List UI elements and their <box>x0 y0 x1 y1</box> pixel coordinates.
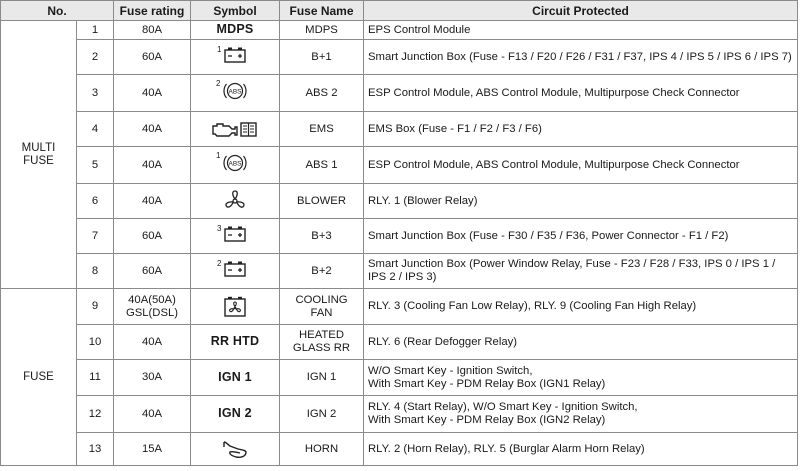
symbol-abs <box>191 147 280 184</box>
fuse-number: 6 <box>77 184 114 219</box>
symbol-superscript: 1 <box>216 151 221 160</box>
table-row <box>1 254 798 289</box>
group-label-line2: FUSE <box>23 154 54 167</box>
fuse-rating: 60A <box>114 219 191 254</box>
table-row <box>1 75 798 112</box>
symbol-text: IGN 2 <box>218 406 252 420</box>
table-row <box>1 147 798 184</box>
circuit-protected: Smart Junction Box (Power Window Relay, Fuse - F23 / F28 / F33, IPS 0 / IPS 1 / IPS 2 / IPS 3) <box>364 254 798 289</box>
header-fuse-name: Fuse Name <box>280 1 364 21</box>
fuse-name-line1: COOLING <box>295 293 348 306</box>
fuse-number: 5 <box>77 147 114 184</box>
table-row <box>1 184 798 219</box>
horn-icon <box>220 438 250 460</box>
symbol-mdps <box>191 21 280 40</box>
symbol-battery <box>191 219 280 254</box>
table-row <box>1 40 798 75</box>
fuse-name: IGN 1 <box>280 360 364 396</box>
fuse-rating-line1: 40A(50A) <box>128 293 176 306</box>
fuse-name-line2: GLASS RR <box>292 342 351 354</box>
fuse-name-line1: HEATED <box>299 329 344 341</box>
circuit-protected: EMS Box (Fuse - F1 / F2 / F3 / F6) <box>364 112 798 147</box>
fuse-rating: 40A <box>114 75 191 112</box>
fuse-number: 7 <box>77 219 114 254</box>
circuit-line2: With Smart Key - PDM Relay Box (IGN1 Relay) <box>368 377 606 390</box>
symbol-ems <box>191 112 280 147</box>
symbol-ign2 <box>191 396 280 433</box>
fuse-number: 2 <box>77 40 114 75</box>
circuit-line2: With Smart Key - PDM Relay Box (IGN2 Relay) <box>368 414 606 426</box>
table-row <box>1 289 798 325</box>
symbol-abs <box>191 75 280 112</box>
fuse-name: EMS <box>280 112 364 147</box>
svg-text:ABS: ABS <box>228 88 242 96</box>
header-fuse-rating: Fuse rating <box>114 1 191 21</box>
symbol-battery <box>191 254 280 289</box>
fuse-rating <box>114 289 191 325</box>
symbol-text: IGN 1 <box>218 369 252 384</box>
header-circuit-protected: Circuit Protected <box>364 1 798 21</box>
fuse-number: 10 <box>77 325 114 360</box>
circuit-protected: ESP Control Module, ABS Control Module, Multipurpose Check Connector <box>364 147 798 184</box>
circuit-protected: EPS Control Module <box>364 21 798 40</box>
circuit-protected: RLY. 6 (Rear Defogger Relay) <box>364 325 798 360</box>
symbol-superscript: 2 <box>217 259 222 268</box>
symbol-ign1 <box>191 360 280 396</box>
fuse-rating: 40A <box>114 184 191 219</box>
fuse-name: B+2 <box>280 254 364 289</box>
fuse-number: 12 <box>77 396 114 433</box>
fuse-name: ABS 1 <box>280 147 364 184</box>
battery-icon <box>217 259 247 278</box>
table-row <box>1 219 798 254</box>
fuse-number: 4 <box>77 112 114 147</box>
table-row <box>1 112 798 147</box>
svg-text:ABS: ABS <box>228 160 242 168</box>
circuit-protected: Smart Junction Box (Fuse - F13 / F20 / F26 / F31 / F37, IPS 4 / IPS 5 / IPS 6 / IPS 7) <box>364 40 798 75</box>
symbol-blower <box>191 184 280 219</box>
symbol-superscript: 1 <box>217 45 222 54</box>
fan-icon <box>223 189 247 213</box>
fuse-number: 11 <box>77 360 114 396</box>
fuse-name: HORN <box>280 433 364 466</box>
table-row <box>1 396 798 433</box>
fuse-name <box>280 289 364 325</box>
table-row <box>1 433 798 466</box>
symbol-text: RR HTD <box>210 334 260 348</box>
symbol-horn <box>191 433 280 466</box>
engine-ems-icon <box>210 119 260 139</box>
fuse-name: B+1 <box>280 40 364 75</box>
circuit-protected <box>364 360 798 396</box>
fuse-rating: 60A <box>114 254 191 289</box>
circuit-line1: W/O Smart Key - Ignition Switch, <box>368 364 533 377</box>
symbol-superscript: 2 <box>216 79 221 88</box>
symbol-battery <box>191 40 280 75</box>
fuse-name: MDPS <box>280 21 364 40</box>
circuit-protected: RLY. 2 (Horn Relay), RLY. 5 (Burglar Alarm Horn Relay) <box>364 433 798 466</box>
fuse-name-line2: FAN <box>310 306 333 319</box>
header-no: No. <box>1 1 114 21</box>
header-symbol: Symbol <box>191 1 280 21</box>
table-row <box>1 21 798 40</box>
fuse-name <box>280 325 364 360</box>
circuit-line1: RLY. 4 (Start Relay), W/O Smart Key - Ignition Switch, <box>368 401 638 413</box>
symbol-text: MDPS <box>216 22 254 36</box>
table-row <box>1 360 798 396</box>
table-row <box>1 325 798 360</box>
battery-icon <box>217 45 247 64</box>
fuse-rating: 15A <box>114 433 191 466</box>
circuit-protected: RLY. 1 (Blower Relay) <box>364 184 798 219</box>
group-fuse: FUSE <box>1 289 77 466</box>
circuit-protected <box>364 396 798 433</box>
abs-icon <box>216 79 248 102</box>
fuse-name: BLOWER <box>280 184 364 219</box>
fuse-rating: 60A <box>114 40 191 75</box>
circuit-protected: ESP Control Module, ABS Control Module, Multipurpose Check Connector <box>364 75 798 112</box>
battery-icon <box>217 224 247 243</box>
fuse-name: ABS 2 <box>280 75 364 112</box>
group-multi-fuse <box>1 21 77 289</box>
fuse-number: 8 <box>77 254 114 289</box>
circuit-protected: Smart Junction Box (Fuse - F30 / F35 / F36, Power Connector - F1 / F2) <box>364 219 798 254</box>
symbol-cooling-fan <box>191 289 280 325</box>
cooling-fan-icon <box>223 296 247 318</box>
fuse-rating: 40A <box>114 112 191 147</box>
symbol-superscript: 3 <box>217 224 222 233</box>
header-row <box>1 1 798 21</box>
fuse-name: B+3 <box>280 219 364 254</box>
fuse-number: 13 <box>77 433 114 466</box>
circuit-protected: RLY. 3 (Cooling Fan Low Relay), RLY. 9 (Cooling Fan High Relay) <box>364 289 798 325</box>
fuse-rating: 40A <box>114 396 191 433</box>
fuse-rating: 80A <box>114 21 191 40</box>
fuse-rating: 40A <box>114 325 191 360</box>
fuse-number: 9 <box>77 289 114 325</box>
fuse-number: 1 <box>77 21 114 40</box>
group-label-line1: MULTI <box>21 141 56 154</box>
fuse-name: IGN 2 <box>280 396 364 433</box>
fuse-rating: 30A <box>114 360 191 396</box>
abs-icon <box>216 151 248 174</box>
symbol-rr-htd <box>191 325 280 360</box>
fuse-rating-line2: GSL(DSL) <box>125 306 179 319</box>
fuse-rating: 40A <box>114 147 191 184</box>
fuse-number: 3 <box>77 75 114 112</box>
